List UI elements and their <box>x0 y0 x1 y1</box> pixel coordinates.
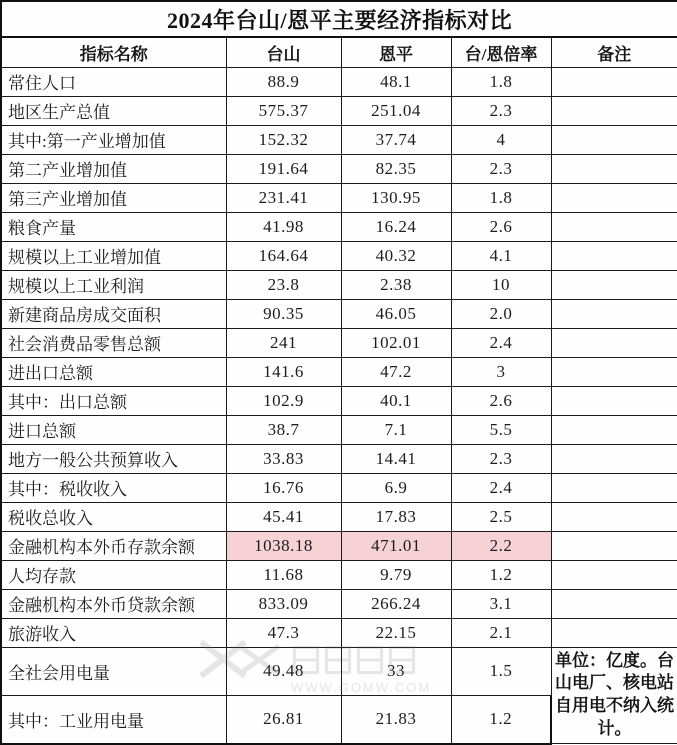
ratio-value: 2.5 <box>451 502 551 531</box>
table-row <box>1 96 677 125</box>
remark-cell <box>551 444 677 473</box>
enping-value: 9.79 <box>341 560 451 589</box>
remark-cell <box>551 241 677 270</box>
remark-cell <box>551 299 677 328</box>
remark-cell <box>551 328 677 357</box>
taishan-value: 191.64 <box>226 154 341 183</box>
taishan-value: 152.32 <box>226 125 341 154</box>
column-header-enping: 恩平 <box>341 37 451 67</box>
ratio-value: 2.2 <box>451 531 551 560</box>
table-row <box>1 125 677 154</box>
table-body <box>1 67 677 744</box>
table-row <box>1 415 677 444</box>
indicator-name: 人均存款 <box>1 560 226 589</box>
ratio-value: 4 <box>451 125 551 154</box>
table-row <box>1 67 677 96</box>
ratio-value: 4.1 <box>451 241 551 270</box>
remark-cell <box>551 618 677 647</box>
taishan-value: 16.76 <box>226 473 341 502</box>
column-header-taishan: 台山 <box>226 37 341 67</box>
table-row <box>1 560 677 589</box>
column-header-ratio: 台/恩倍率 <box>451 37 551 67</box>
remark-cell <box>551 531 677 560</box>
indicator-name: 地区生产总值 <box>1 96 226 125</box>
table-row <box>1 154 677 183</box>
taishan-value: 49.48 <box>226 647 341 695</box>
ratio-value: 5.5 <box>451 415 551 444</box>
ratio-value: 3.1 <box>451 589 551 618</box>
enping-value: 22.15 <box>341 618 451 647</box>
enping-value: 251.04 <box>341 96 451 125</box>
taishan-value: 231.41 <box>226 183 341 212</box>
indicator-name: 进口总额 <box>1 415 226 444</box>
ratio-value: 1.8 <box>451 67 551 96</box>
indicator-name: 旅游收入 <box>1 618 226 647</box>
enping-value: 21.83 <box>341 695 451 743</box>
enping-value: 471.01 <box>341 531 451 560</box>
indicator-name: 金融机构本外币贷款余额 <box>1 589 226 618</box>
ratio-value: 2.3 <box>451 154 551 183</box>
taishan-value: 102.9 <box>226 386 341 415</box>
indicator-name: 常住人口 <box>1 67 226 96</box>
enping-value: 46.05 <box>341 299 451 328</box>
remark-cell <box>551 212 677 241</box>
remark-cell <box>551 96 677 125</box>
ratio-value: 2.6 <box>451 386 551 415</box>
enping-value: 37.74 <box>341 125 451 154</box>
table-row <box>1 444 677 473</box>
enping-value: 14.41 <box>341 444 451 473</box>
ratio-value: 2.4 <box>451 328 551 357</box>
table-row <box>1 183 677 212</box>
enping-value: 16.24 <box>341 212 451 241</box>
enping-value: 2.38 <box>341 270 451 299</box>
remark-cell <box>551 270 677 299</box>
taishan-value: 47.3 <box>226 618 341 647</box>
indicator-name: 全社会用电量 <box>1 647 226 695</box>
enping-value: 33 <box>341 647 451 695</box>
remark-cell <box>551 560 677 589</box>
indicator-name: 地方一般公共预算收入 <box>1 444 226 473</box>
remark-cell <box>551 154 677 183</box>
enping-value: 82.35 <box>341 154 451 183</box>
table-row <box>1 531 677 560</box>
taishan-value: 1038.18 <box>226 531 341 560</box>
table-row <box>1 270 677 299</box>
taishan-value: 90.35 <box>226 299 341 328</box>
indicator-name: 进出口总额 <box>1 357 226 386</box>
ratio-value: 1.8 <box>451 183 551 212</box>
enping-value: 40.32 <box>341 241 451 270</box>
column-header-indicator: 指标名称 <box>1 37 226 67</box>
enping-value: 266.24 <box>341 589 451 618</box>
taishan-value: 164.64 <box>226 241 341 270</box>
remark-cell <box>551 125 677 154</box>
enping-value: 102.01 <box>341 328 451 357</box>
taishan-value: 11.68 <box>226 560 341 589</box>
remark-cell <box>551 502 677 531</box>
remark-cell <box>551 415 677 444</box>
taishan-value: 23.8 <box>226 270 341 299</box>
enping-value: 6.9 <box>341 473 451 502</box>
taishan-value: 141.6 <box>226 357 341 386</box>
enping-value: 17.83 <box>341 502 451 531</box>
ratio-value: 2.4 <box>451 473 551 502</box>
remark-cell <box>551 589 677 618</box>
ratio-value: 2.1 <box>451 618 551 647</box>
enping-value: 130.95 <box>341 183 451 212</box>
enping-value: 7.1 <box>341 415 451 444</box>
table-row <box>1 241 677 270</box>
indicator-name: 粮食产量 <box>1 212 226 241</box>
table-row <box>1 589 677 618</box>
taishan-value: 45.41 <box>226 502 341 531</box>
table-row <box>1 328 677 357</box>
indicator-name: 社会消费品零售总额 <box>1 328 226 357</box>
ratio-value: 1.2 <box>451 695 551 743</box>
ratio-value: 1.5 <box>451 647 551 695</box>
ratio-value: 2.0 <box>451 299 551 328</box>
taishan-value: 575.37 <box>226 96 341 125</box>
taishan-value: 241 <box>226 328 341 357</box>
indicator-name: 其中：工业用电量 <box>1 695 226 743</box>
ratio-value: 2.6 <box>451 212 551 241</box>
remark-cell: 单位：亿度。台山电厂、核电站自用电不纳入统计。 <box>551 647 677 744</box>
table-row <box>1 212 677 241</box>
table-row <box>1 502 677 531</box>
remark-cell <box>551 357 677 386</box>
enping-value: 48.1 <box>341 67 451 96</box>
ratio-value: 1.2 <box>451 560 551 589</box>
header-row <box>1 37 677 67</box>
ratio-value: 10 <box>451 270 551 299</box>
table-row <box>1 299 677 328</box>
remark-cell <box>551 183 677 212</box>
indicator-name: 第二产业增加值 <box>1 154 226 183</box>
indicator-name: 规模以上工业增加值 <box>1 241 226 270</box>
remark-cell <box>551 473 677 502</box>
ratio-value: 2.3 <box>451 96 551 125</box>
table-row <box>1 357 677 386</box>
table-row <box>1 386 677 415</box>
ratio-value: 2.3 <box>451 444 551 473</box>
remark-cell <box>551 67 677 96</box>
table-row <box>1 473 677 502</box>
table-title: 2024年台山/恩平主要经济指标对比 <box>1 1 677 37</box>
title-row <box>1 1 677 37</box>
taishan-value: 41.98 <box>226 212 341 241</box>
indicator-name: 金融机构本外币存款余额 <box>1 531 226 560</box>
table-row <box>1 618 677 647</box>
indicator-name: 第三产业增加值 <box>1 183 226 212</box>
enping-value: 47.2 <box>341 357 451 386</box>
indicator-name: 新建商品房成交面积 <box>1 299 226 328</box>
table-row <box>1 647 677 695</box>
taishan-value: 33.83 <box>226 444 341 473</box>
indicator-name: 其中：税收收入 <box>1 473 226 502</box>
column-header-remark: 备注 <box>551 37 677 67</box>
indicator-name: 税收总收入 <box>1 502 226 531</box>
taishan-value: 26.81 <box>226 695 341 743</box>
taishan-value: 833.09 <box>226 589 341 618</box>
remark-cell <box>551 386 677 415</box>
enping-value: 40.1 <box>341 386 451 415</box>
indicator-name: 规模以上工业利润 <box>1 270 226 299</box>
indicator-name: 其中：出口总额 <box>1 386 226 415</box>
taishan-value: 38.7 <box>226 415 341 444</box>
indicator-name: 其中:第一产业增加值 <box>1 125 226 154</box>
ratio-value: 3 <box>451 357 551 386</box>
taishan-value: 88.9 <box>226 67 341 96</box>
